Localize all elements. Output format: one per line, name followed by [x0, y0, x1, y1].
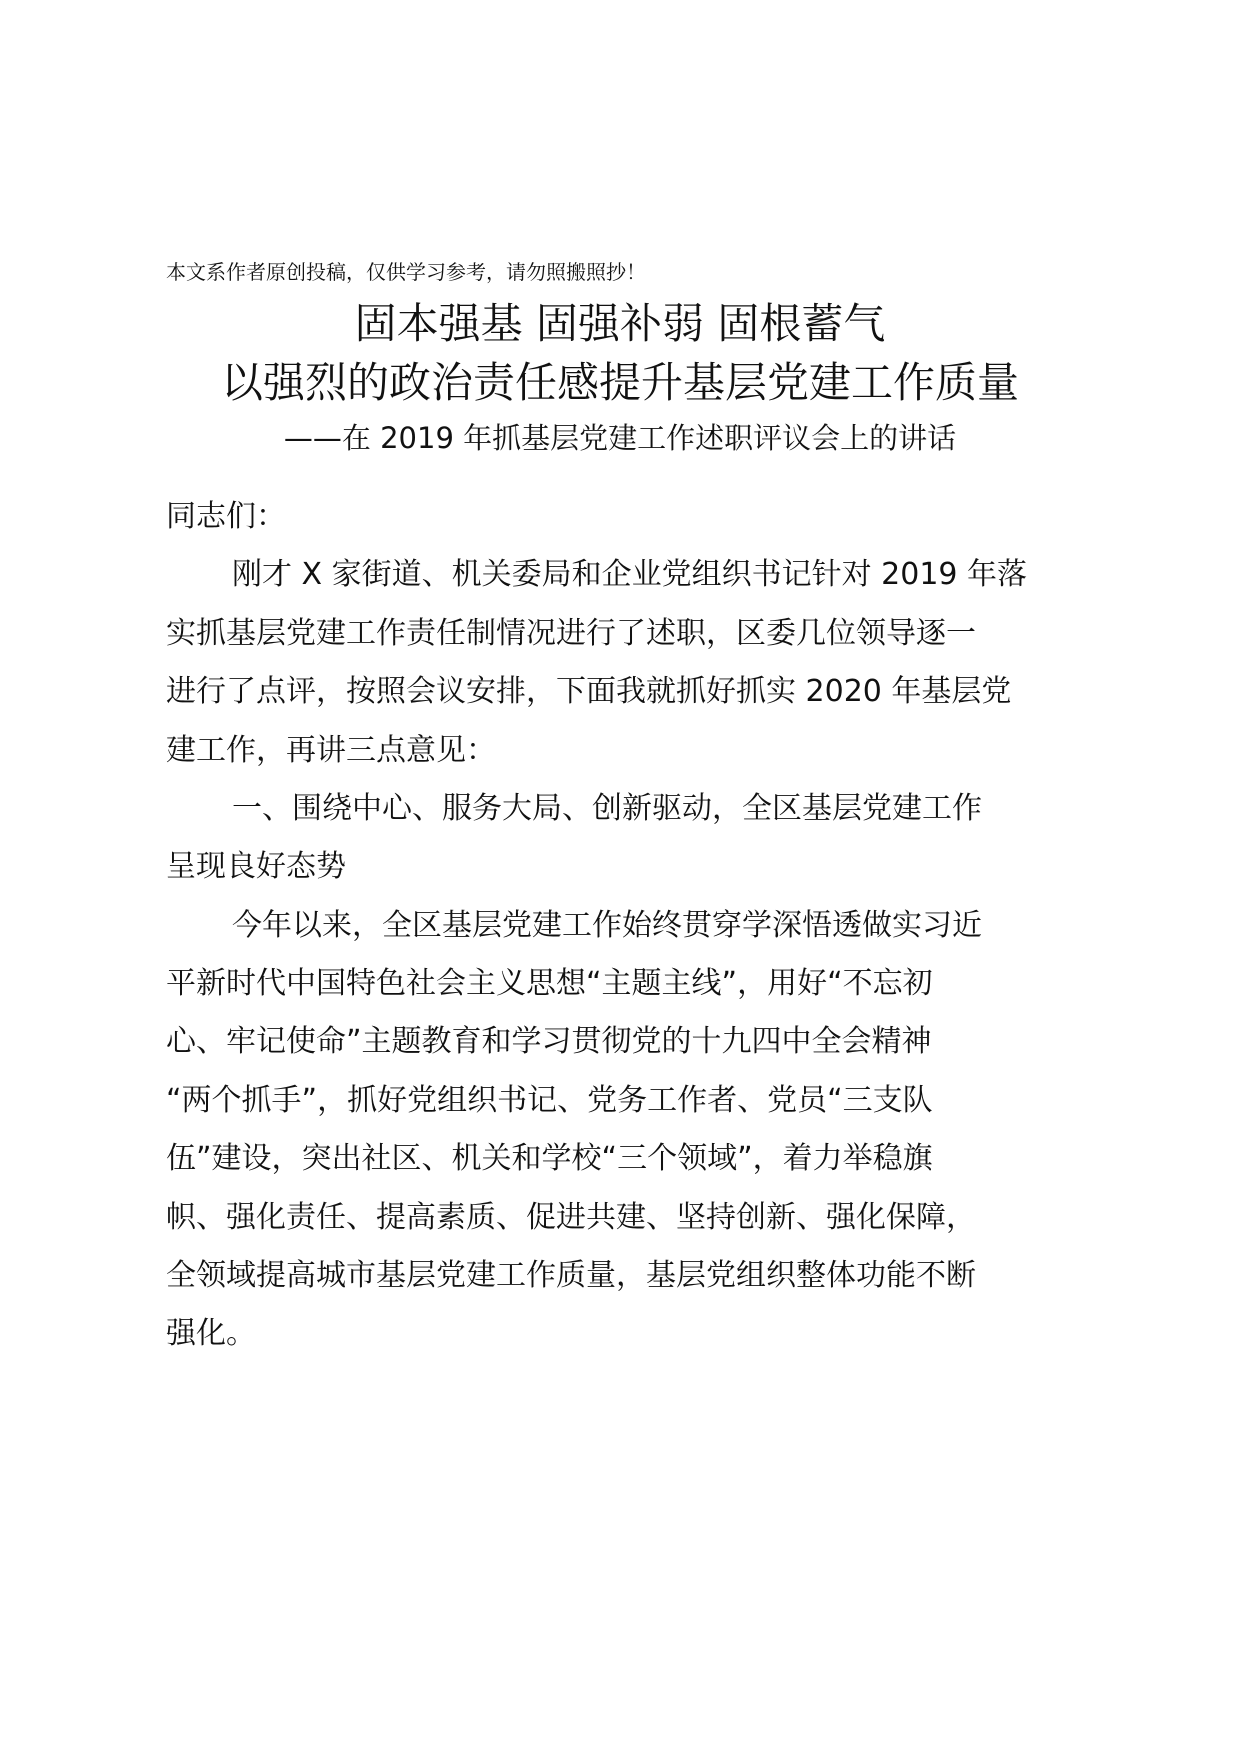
para2-line: 强化。 [166, 1316, 256, 1351]
para1-line: 实抓基层党建工作责任制情况进行了述职，区委几位领导逐一 [166, 616, 976, 651]
para2-line: 全领域提高城市基层党建工作质量，基层党组织整体功能不断 [166, 1258, 976, 1293]
para2-line: 今年以来，全区基层党建工作始终贯穿学深悟透做实习近 [232, 908, 982, 943]
section-heading-line: 一、围绕中心、服务大局、创新驱动，全区基层党建工作 [232, 791, 982, 826]
para2-line: 平新时代中国特色社会主义思想“主题主线”，用好“不忘初 [166, 966, 933, 1001]
section-heading-line: 呈现良好态势 [166, 849, 346, 884]
para1-line: 进行了点评，按照会议安排，下面我就抓好抓实 2020 年基层党 [166, 674, 1012, 709]
para2-line: 伍”建设，突出社区、机关和学校“三个领域”，着力举稳旗 [166, 1141, 933, 1176]
para2-line: 帜、强化责任、提高素质、促进共建、坚持创新、强化保障， [166, 1200, 976, 1235]
salutation: 同志们： [166, 499, 286, 534]
para2-line: “两个抓手”，抓好党组织书记、党务工作者、党员“三支队 [166, 1083, 933, 1118]
para2-line: 心、牢记使命”主题教育和学习贯彻党的十九四中全会精神 [166, 1024, 932, 1059]
para1-line: 刚才 X 家街道、机关委局和企业党组织书记针对 2019 年落 [232, 557, 1028, 592]
title-line-1: 固本强基 固强补弱 固根蓄气 [354, 299, 886, 348]
copyright-notice: 本文系作者原创投稿，仅供学习参考，请勿照搬照抄！ [166, 260, 646, 284]
subtitle: ——在 2019 年抓基层党建工作述职评议会上的讲话 [283, 421, 957, 455]
title-line-2: 以强烈的政治责任感提升基层党建工作质量 [220, 358, 1019, 407]
para1-line: 建工作，再讲三点意见： [166, 733, 496, 768]
